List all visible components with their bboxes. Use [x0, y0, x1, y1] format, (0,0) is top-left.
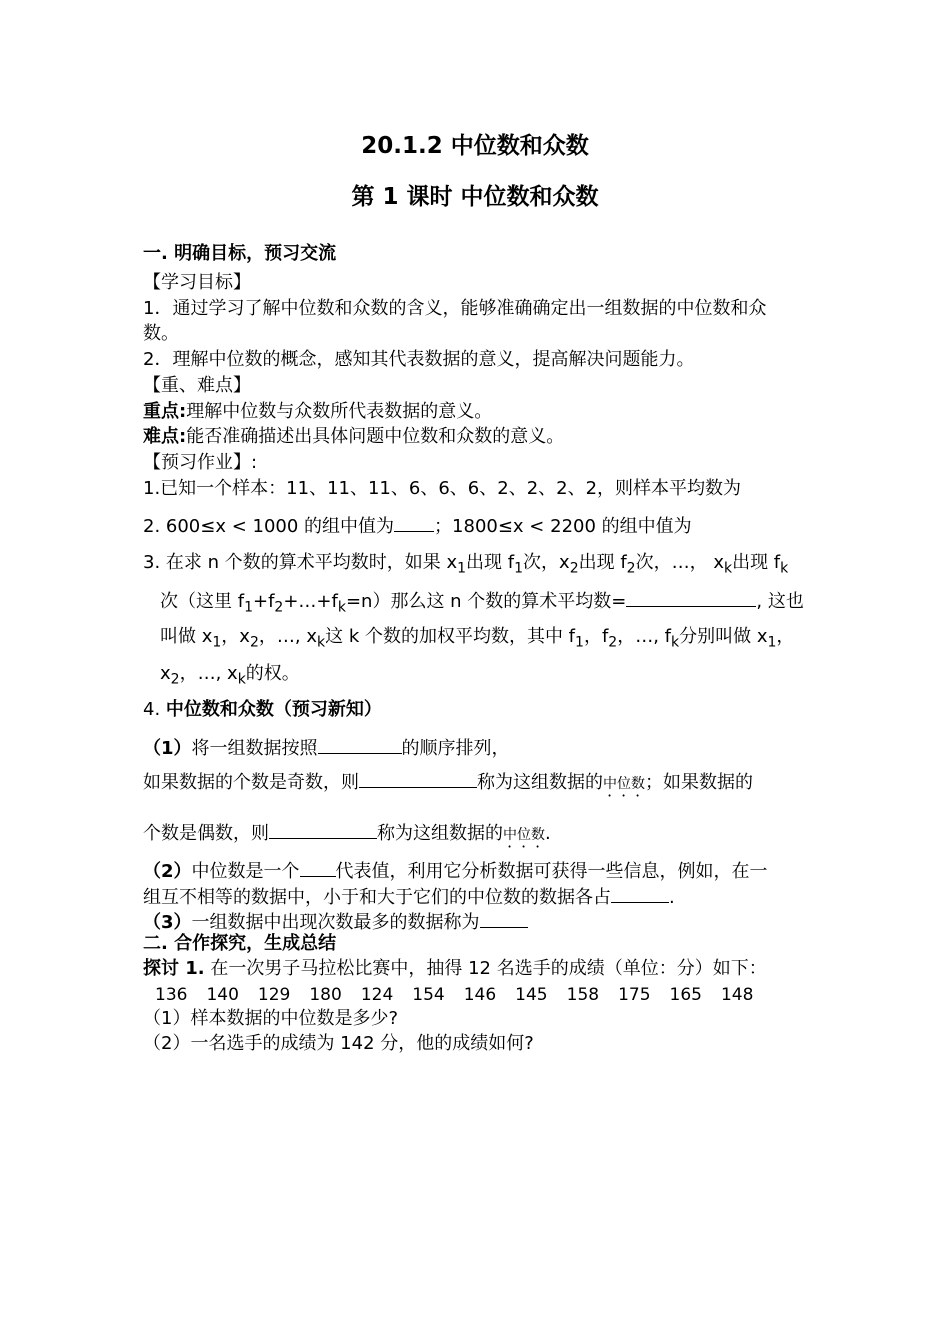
- q3-text: ，…, x: [258, 626, 317, 647]
- q3-text: 叫做 x: [160, 626, 213, 647]
- q3-text: 次（这里 f: [160, 591, 245, 612]
- score-value: 136: [155, 985, 188, 1005]
- subscript: 2: [274, 599, 284, 616]
- q4-2-text: 代表值，利用它分析数据可获得一些信息，例如，在一: [335, 861, 768, 882]
- score-value: 148: [720, 985, 754, 1005]
- mode-blank[interactable]: [480, 909, 528, 928]
- difficult-point: [143, 425, 564, 449]
- score-value: 180: [309, 985, 342, 1005]
- q4-odd-text: 如果数据的个数是奇数，则: [143, 772, 359, 793]
- key-point-label: 重点:: [143, 401, 187, 422]
- question-4-heading: [143, 698, 382, 722]
- q2-part1: 2. 600≤x < 1000 的组中值为: [143, 516, 395, 537]
- q4-3-text: 一组数据中出现次数最多的数据称为: [191, 912, 480, 933]
- q3-text: ，…, f: [617, 626, 671, 647]
- q3-text: 次，…， x: [635, 552, 724, 573]
- subscript: k: [723, 560, 733, 577]
- subscript: 1: [212, 634, 222, 651]
- score-value: 124: [360, 985, 394, 1005]
- score-value: 145: [515, 985, 548, 1005]
- q4-3-label: （3）: [143, 912, 192, 933]
- q3-text: 出现 f: [578, 552, 627, 573]
- q3-text: 分别叫做 x: [679, 626, 768, 647]
- q3-text: x: [160, 663, 171, 684]
- q2-part2: ；1800≤x < 2200 的组中值为: [434, 516, 692, 537]
- key-label: 【重、难点】: [143, 375, 251, 396]
- q3-text: ，: [776, 626, 795, 647]
- q4-2-text: .: [669, 887, 675, 908]
- question-1: 1.已知一个样本：11、11、11、6、6、6、2、2、2、2，则样本平均数为: [143, 478, 742, 499]
- explore-question-1: （1）样本数据的中位数是多少?: [143, 1008, 399, 1029]
- emphasis-median: 中位数: [503, 827, 545, 843]
- half-blank[interactable]: [611, 884, 669, 903]
- difficult-label: 难点:: [143, 426, 187, 447]
- subscript: k: [316, 634, 326, 651]
- subscript: 2: [626, 560, 636, 577]
- emphasis-median: 中位数: [603, 776, 645, 792]
- question-2: [143, 513, 692, 539]
- score-value: 146: [463, 985, 497, 1005]
- q3-text: ，x: [221, 626, 250, 647]
- question-3-line4: [160, 662, 300, 692]
- score-list: [155, 983, 772, 1007]
- q3-text: 次，x: [523, 552, 570, 573]
- question-4-odd: [143, 769, 753, 800]
- homework-label: 【预习作业】:: [143, 452, 258, 473]
- score-value: 165: [669, 985, 702, 1005]
- odd-median-blank[interactable]: [359, 769, 477, 788]
- subscript: k: [780, 560, 789, 577]
- q3-text: =n）那么这 n 个数的算术平均数=: [345, 591, 627, 612]
- q3-text: 这 k 个数的加权平均数，其中 f: [325, 626, 576, 647]
- difficult-text: 能否准确描述出具体问题中位数和众数的意义。: [186, 426, 565, 447]
- question-4-1: [143, 735, 510, 761]
- section1-heading: 一. 明确目标，预习交流: [143, 243, 337, 264]
- question-4-2-line2: [143, 884, 675, 910]
- q4-even-text: .: [545, 823, 551, 844]
- question-3-line2: [160, 588, 804, 620]
- question-3-line3: [160, 625, 794, 655]
- q4-1-tail: 的顺序排列，: [401, 738, 510, 759]
- q3-text: ，f: [583, 626, 609, 647]
- subscript: 1: [575, 634, 584, 651]
- subscript: k: [237, 671, 246, 688]
- even-median-blank[interactable]: [269, 820, 377, 839]
- lesson-subtitle: 第 1 课时 中位数和众数: [351, 184, 599, 210]
- subscript: 1: [514, 560, 524, 577]
- goal1-line1: 1．通过学习了解中位数和众数的含义，能够准确确定出一组数据的中位数和众: [143, 298, 767, 319]
- score-value: 129: [257, 985, 291, 1005]
- key-point-text: 理解中位数与众数所代表数据的意义。: [186, 401, 493, 422]
- score-value: 154: [412, 985, 445, 1005]
- q3-text: 出现 f: [732, 552, 781, 573]
- q2-blank-1[interactable]: [394, 513, 434, 532]
- q4-odd-text: ；如果数据的: [645, 772, 753, 793]
- q4-2-text: 组互不相等的数据中，小于和大于它们的中位数的数据各占: [143, 887, 611, 908]
- subscript: 2: [170, 671, 180, 688]
- subscript: 2: [569, 560, 579, 577]
- q4-even-text: 称为这组数据的: [377, 823, 503, 844]
- section2-heading: 二. 合作探究，生成总结: [143, 933, 337, 954]
- score-value: 158: [566, 985, 600, 1005]
- q4-odd-text: 称为这组数据的: [477, 772, 603, 793]
- question-4-even: [143, 820, 551, 851]
- goal1-line2: 数。: [143, 323, 179, 344]
- q4-heading-text: 中位数和众数（预习新知）: [165, 699, 382, 720]
- subscript: 2: [608, 634, 618, 651]
- goal2: 2．理解中位数的概念，感知其代表数据的意义，提高解决问题能力。: [143, 349, 695, 370]
- q4-even-text: 个数是偶数，则: [143, 823, 269, 844]
- score-value: 175: [618, 985, 651, 1005]
- subscript: 2: [249, 634, 259, 651]
- explore-1: [143, 957, 767, 981]
- order-blank[interactable]: [318, 735, 402, 754]
- document-title: 20.1.2 中位数和众数: [361, 133, 589, 159]
- q3-text: ，…, x: [179, 663, 238, 684]
- subscript: k: [337, 599, 346, 616]
- mean-blank[interactable]: [626, 588, 756, 607]
- score-value: 140: [206, 985, 239, 1005]
- subscript: 1: [767, 634, 777, 651]
- explore-text: 在一次男子马拉松比赛中，抽得 12 名选手的成绩（单位：分）如下：: [210, 958, 767, 979]
- explore-label: 探讨 1.: [143, 958, 205, 979]
- q3-text: 的权。: [245, 663, 300, 684]
- subscript: 1: [244, 599, 253, 616]
- explore-question-2: （2）一名选手的成绩为 142 分，他的成绩如何?: [143, 1033, 534, 1054]
- position-blank[interactable]: [300, 858, 336, 877]
- q4-1-label: （1）: [143, 738, 192, 759]
- q4-1-text: 将一组数据按照: [191, 738, 318, 759]
- goals-label: 【学习目标】: [143, 272, 251, 293]
- subscript: 1: [457, 560, 467, 577]
- subscript: k: [671, 634, 680, 651]
- q4-2-label: （2）: [143, 861, 192, 882]
- q3-text: +…+f: [283, 591, 338, 612]
- q3-text: , 这也: [756, 591, 804, 612]
- q4-2-text: 中位数是一个: [191, 861, 300, 882]
- q3-text: +f: [252, 591, 275, 612]
- question-3-line1: [143, 551, 788, 581]
- question-4-2: [143, 858, 768, 884]
- q3-text: 出现 f: [466, 552, 515, 573]
- q4-number: 4.: [143, 699, 166, 720]
- key-point: [143, 400, 492, 424]
- q3-text: 3. 在求 n 个数的算术平均数时，如果 x: [143, 552, 458, 573]
